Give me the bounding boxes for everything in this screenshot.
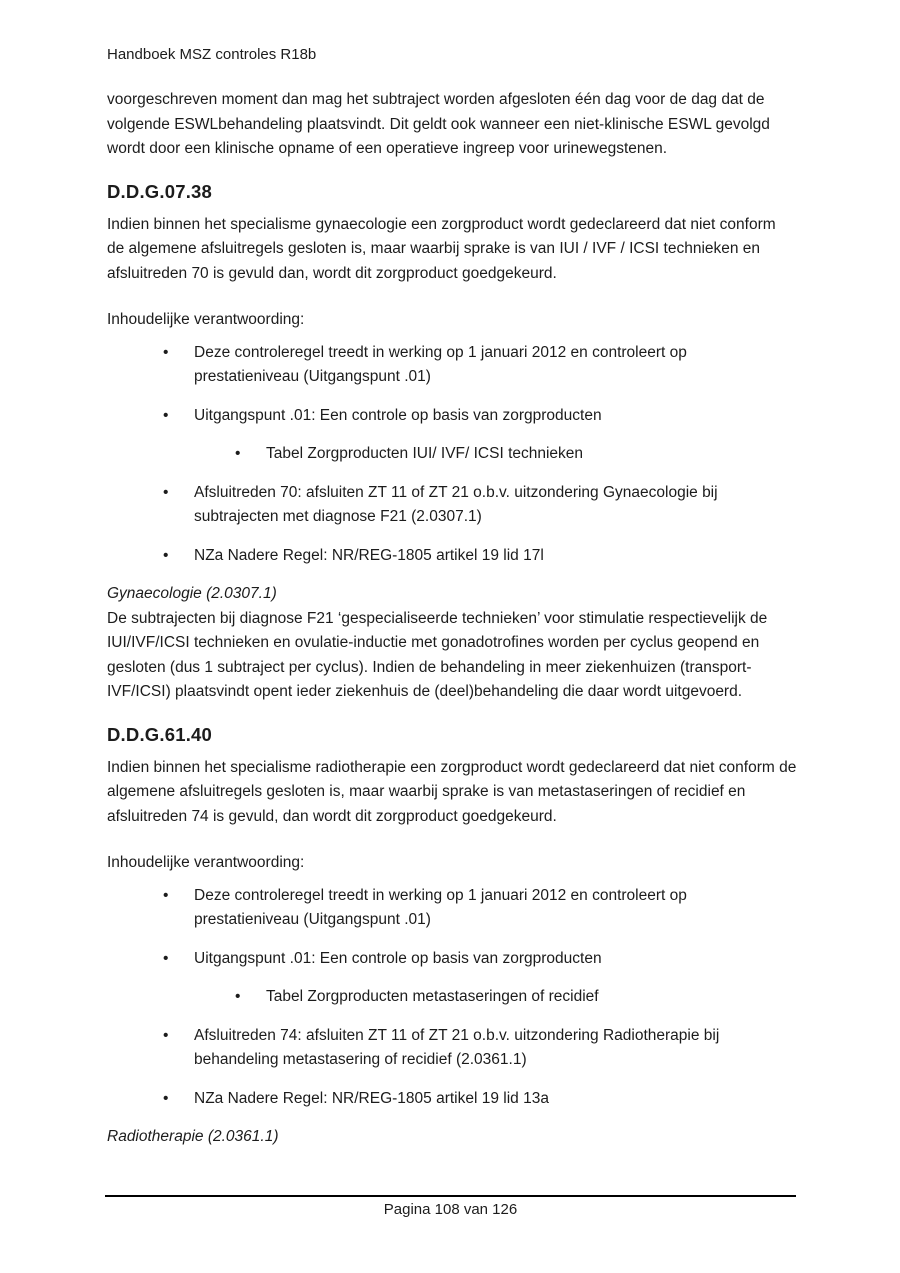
list-intro: Inhoudelijke verantwoording: [107, 311, 305, 328]
section-body: Indien binnen het specialisme gynaecologie een zorgproduct wordt gedeclareerd dat niet conform de algemene afsluitregels gesloten is, maar waarbij sprake is van IUI / IVF / ICSI technieken en afsluitreden 70 is gevuld dan, wordt dit zorgproduct goedgekeurd. [107, 215, 776, 282]
list-intro: Inhoudelijke verantwoording: [107, 854, 305, 871]
bullet-text: Tabel Zorgproducten metastaseringen of recidief [266, 988, 599, 1005]
section-ddg-61-40 [107, 722, 797, 1150]
footer-page-number: Pagina 108 van 126 [383, 1201, 518, 1218]
bullet-icon: • [163, 546, 169, 564]
bullet-icon: • [163, 406, 169, 424]
bullet-icon: • [163, 949, 169, 967]
bullet-text: Afsluitreden 70: afsluiten ZT 11 of ZT 21 o.b.v. uitzondering Gynaecologie bij subtrajecten met diagnose F21 (2.0307.1) [194, 483, 718, 525]
bullet-icon: • [235, 988, 241, 1005]
bullet-icon: • [163, 483, 169, 501]
bullet-icon: • [163, 343, 169, 361]
bullet-text: Afsluitreden 74: afsluiten ZT 11 of ZT 21 o.b.v. uitzondering Radiotherapie bij behandeling metastasering of recidief (2.0361.1) [194, 1026, 720, 1068]
page-footer [105, 1195, 796, 1220]
bullet-item [107, 544, 797, 569]
bullet-text: Uitgangspunt .01: Een controle op basis van zorgproducten [194, 406, 602, 424]
bullet-item [107, 341, 797, 390]
bullet-list [107, 884, 797, 1112]
bullet-text: Uitgangspunt .01: Een controle op basis van zorgproducten [194, 949, 602, 967]
section-body: Indien binnen het specialisme radiotherapie een zorgproduct wordt gedeclareerd dat niet conform de algemene afsluitregels gesloten is, maar waarbij sprake is van metastaseringen of recidief en afsluitreden 74 is gevuld, dan wordt dit zorgproduct goedgekeurd. [107, 758, 797, 825]
bullet-list [107, 341, 797, 569]
note-body: De subtrajecten bij diagnose F21 ‘gespecialiseerde technieken’ voor stimulatie respectievelijk de IUI/IVF/ICSI technieken en ovulatie-inductie met gonadotrofines worden per cyclus geopend en gesloten (dus 1 subtraject per cyclus). Indien de behandeling in meer ziekenhuizen (transport-IVF/ICSI) plaatsvindt opent ieder ziekenhuis de (deel)behandeling die daar wordt uitgevoerd. [107, 609, 768, 700]
bullet-item [107, 1087, 797, 1112]
bullet-icon: • [163, 1089, 169, 1107]
section-heading: D.D.G.61.40 [107, 723, 213, 745]
bullet-text: NZa Nadere Regel: NR/REG-1805 artikel 19 lid 13a [194, 1089, 549, 1107]
bullet-text: Tabel Zorgproducten IUI/ IVF/ ICSI technieken [266, 445, 584, 462]
bullet-item-sub [107, 442, 797, 467]
bullet-icon: • [235, 445, 241, 462]
bullet-text: Deze controleregel treedt in werking op 1 januari 2012 en controleert op prestatieniveau (Uitgangspunt .01) [194, 343, 687, 385]
note-heading: Radiotherapie (2.0361.1) [107, 1128, 279, 1145]
bullet-item [107, 481, 797, 530]
intro-paragraph: voorgeschreven moment dan mag het subtraject worden afgesloten één dag voor de dag dat de volgende ESWLbehandeling plaatsvindt. Dit geldt ook wanneer een niet-klinische ESWL gevolgd wordt door een klinische opname of een operatieve ingreep voor urinewegstenen. [107, 91, 770, 157]
bullet-item [107, 404, 797, 429]
bullet-item [107, 884, 797, 933]
bullet-text: NZa Nadere Regel: NR/REG-1805 artikel 19 lid 17l [194, 546, 544, 564]
bullet-item [107, 947, 797, 972]
bullet-item [107, 1024, 797, 1073]
section-heading: D.D.G.07.38 [107, 180, 213, 202]
bullet-icon: • [163, 886, 169, 904]
document-title: Handboek MSZ controles R18b [107, 46, 317, 63]
bullet-item-sub [107, 985, 797, 1010]
page-content [107, 45, 797, 1150]
note-heading: Gynaecologie (2.0307.1) [107, 585, 277, 602]
section-ddg-07-38 [107, 179, 797, 705]
bullet-icon: • [163, 1026, 169, 1044]
bullet-text: Deze controleregel treedt in werking op 1 januari 2012 en controleert op prestatieniveau (Uitgangspunt .01) [194, 886, 687, 928]
